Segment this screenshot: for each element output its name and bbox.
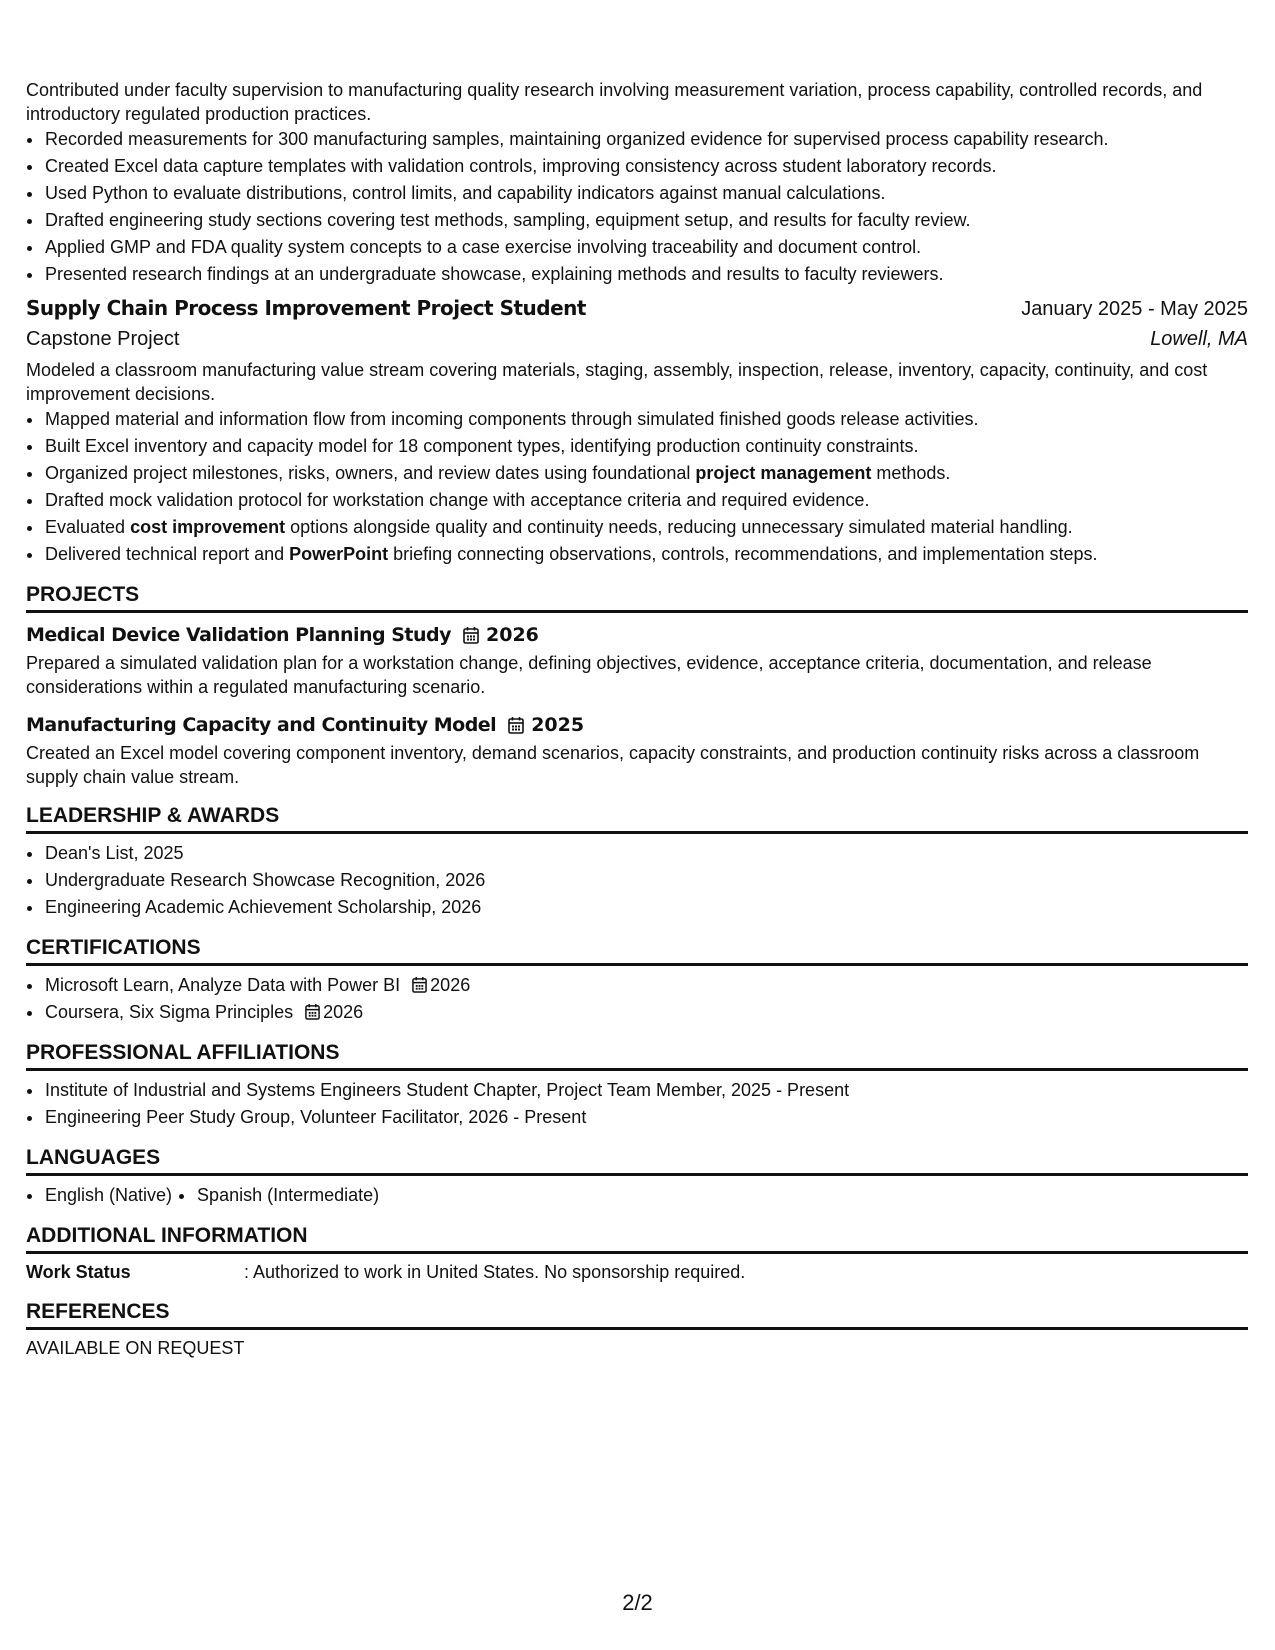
list-item: • Built Excel inventory and capacity model for 18 component types, identifying production continuity constraints. (44, 433, 1248, 460)
certification-year: 2026 (323, 1002, 364, 1022)
bold-keyword: cost improvement (130, 517, 286, 537)
resume-page (26, 78, 1248, 1361)
project-description: Created an Excel model covering component inventory, demand scenarios, capacity constraints, and production continuity risks across a classroom supply chain value stream. (26, 743, 1200, 787)
section-heading-references: REFERENCES (26, 1299, 1248, 1330)
affiliations-list (26, 1077, 1248, 1131)
list-item: • Applied GMP and FDA quality system concepts to a case exercise involving traceability and document control. (44, 234, 1248, 261)
list-item: • Spanish (Intermediate) (196, 1182, 379, 1209)
list-item: • Drafted mock validation protocol for workstation change with acceptance criteria and required evidence. (44, 487, 1248, 514)
list-item (44, 999, 1248, 1026)
section-heading-additional-information: ADDITIONAL INFORMATION (26, 1223, 1248, 1254)
experience-summary: Contributed under faculty supervision to manufacturing quality research involving measurement variation, process capability, controlled records, and introductory regulated production practices. (26, 80, 1203, 124)
job-location: Lowell, MA (1150, 328, 1248, 350)
project-description: Prepared a simulated validation plan for a workstation change, defining objectives, evidence, acceptance criteria, documentation, and release considerations within a regulated manufacturing scenario. (26, 653, 1152, 697)
job-title: Supply Chain Process Improvement Project Student (26, 296, 586, 320)
experience-bullets (26, 126, 1248, 288)
certifications-list (26, 972, 1248, 1026)
list-item: • Undergraduate Research Showcase Recognition, 2026 (44, 867, 1248, 894)
section-heading-leadership: LEADERSHIP & AWARDS (26, 803, 1248, 834)
leadership-list (26, 840, 1248, 921)
references-text: AVAILABLE ON REQUEST (26, 1338, 245, 1358)
list-item: • Recorded measurements for 300 manufacturing samples, maintaining organized evidence for supervised process capability research. (44, 126, 1248, 153)
text: Delivered technical report and (45, 544, 290, 564)
list-item (44, 972, 1248, 999)
page-number: 2/2 (622, 1590, 653, 1615)
section-heading-affiliations: PROFESSIONAL AFFILIATIONS (26, 1040, 1248, 1071)
job-bullets (26, 406, 1248, 568)
work-status-row (26, 1260, 1248, 1285)
bold-keyword: PowerPoint (289, 544, 389, 564)
text: Organized project milestones, risks, owners, and review dates using foundational (45, 463, 696, 483)
calendar-icon (508, 716, 524, 734)
list-item: • Presented research findings at an undergraduate showcase, explaining methods and results to faculty reviewers. (44, 261, 1248, 288)
project-year: 2025 (531, 714, 585, 736)
list-item: • Used Python to evaluate distributions, control limits, and capability indicators against manual calculations. (44, 180, 1248, 207)
project-year: 2026 (486, 624, 539, 646)
section-heading-projects: PROJECTS (26, 582, 1248, 613)
project-title: Manufacturing Capacity and Continuity Model (26, 714, 497, 736)
job-subheader (26, 324, 1248, 354)
project-title: Medical Device Validation Planning Study (26, 624, 452, 646)
calendar-icon (463, 626, 479, 644)
list-item: • English (Native) (44, 1182, 172, 1209)
languages-list (26, 1182, 1248, 1209)
job-header (26, 293, 1248, 324)
text: briefing connecting observations, controls, recommendations, and implementation steps. (388, 544, 1098, 564)
list-item (44, 541, 1248, 568)
list-item (44, 460, 1248, 487)
job-organization: Capstone Project (26, 328, 180, 350)
text: methods. (871, 463, 951, 483)
work-status-value: : Authorized to work in United States. No sponsorship required. (244, 1262, 746, 1282)
calendar-icon (305, 1003, 320, 1020)
list-item: • Drafted engineering study sections covering test methods, sampling, equipment setup, and results for faculty review. (44, 207, 1248, 234)
list-item: • Mapped material and information flow from incoming components through simulated finished goods release activities. (44, 406, 1248, 433)
list-item: • Institute of Industrial and Systems Engineers Student Chapter, Project Team Member, 2025 - Present (44, 1077, 1248, 1104)
list-item (44, 514, 1248, 541)
list-item: • Created Excel data capture templates with validation controls, improving consistency across student laboratory records. (44, 153, 1248, 180)
job-dates: January 2025 - May 2025 (1021, 298, 1248, 320)
text: options alongside quality and continuity needs, reducing unnecessary simulated material handling. (285, 517, 1073, 537)
list-item: • Engineering Peer Study Group, Volunteer Facilitator, 2026 - Present (44, 1104, 1248, 1131)
certification-name: Microsoft Learn, Analyze Data with Power BI (45, 975, 401, 995)
certification-year: 2026 (430, 975, 471, 995)
section-heading-languages: LANGUAGES (26, 1145, 1248, 1176)
section-heading-certifications: CERTIFICATIONS (26, 935, 1248, 966)
calendar-icon (412, 976, 427, 993)
list-item: • Engineering Academic Achievement Scholarship, 2026 (44, 894, 1248, 921)
text: Evaluated (45, 517, 131, 537)
bold-keyword: project management (695, 463, 872, 483)
certification-name: Coursera, Six Sigma Principles (45, 1002, 294, 1022)
job-summary: Modeled a classroom manufacturing value stream covering materials, staging, assembly, inspection, release, inventory, capacity, continuity, and cost improvement decisions. (26, 360, 1208, 404)
project-header (26, 711, 1248, 739)
list-item: • Dean's List, 2025 (44, 840, 1248, 867)
project-header (26, 621, 1248, 649)
work-status-label: Work Status (26, 1262, 131, 1282)
